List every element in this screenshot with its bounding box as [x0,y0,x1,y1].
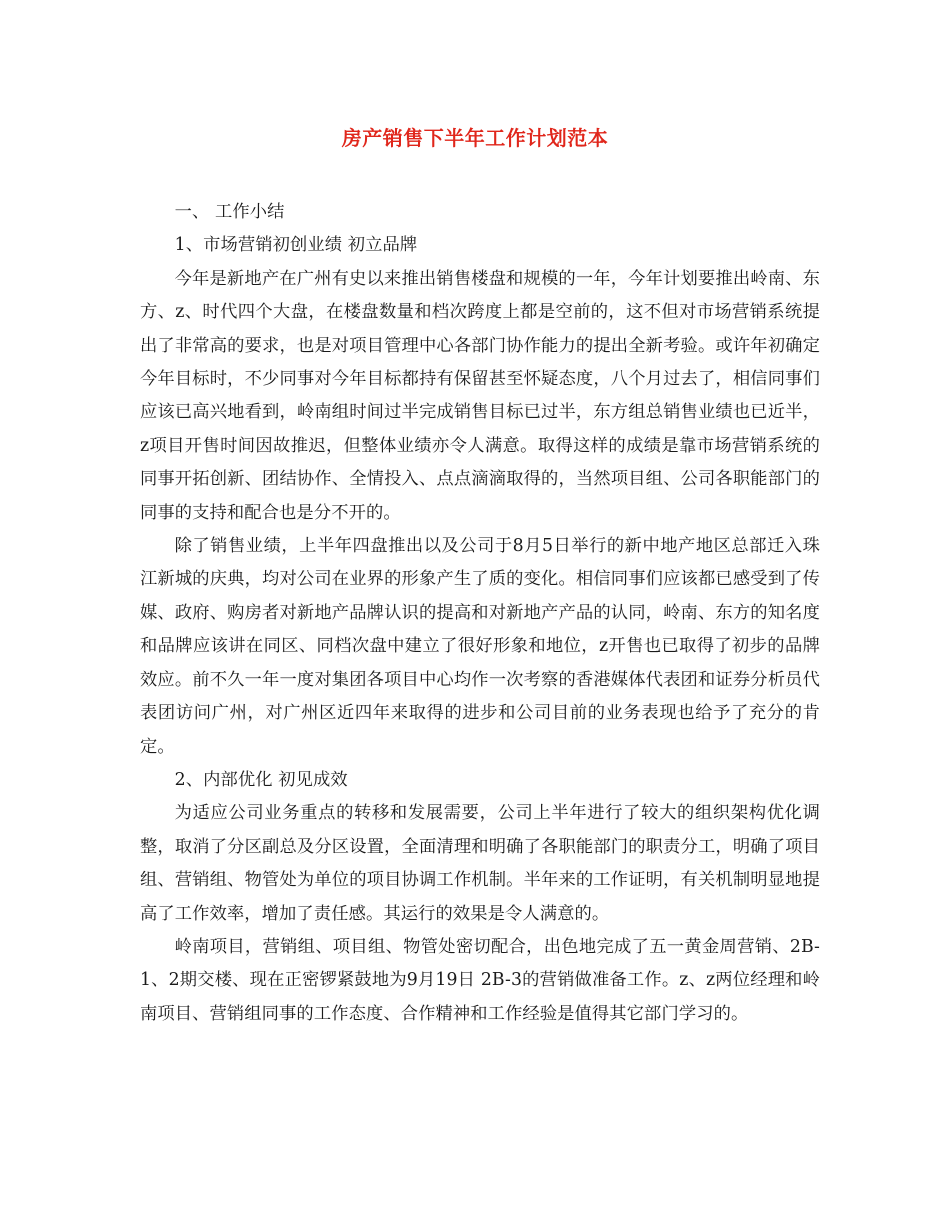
body-paragraph: 为适应公司业务重点的转移和发展需要，公司上半年进行了较大的组织架构优化调整，取消了分区副总及分区设置，全面清理和明确了各职能部门的职责分工，明确了项目组、营销组、物管处为单位的项目协调工作机制。半年来的工作证明，有关机制明显地提高了工作效率，增加了责任感。其运行的效果是令人满意的。 [140,803,820,924]
subsection-heading: 1、市场营销初创业绩 初立品牌 [174,235,418,256]
document-title: 房产销售下半年工作计划范本 [341,126,609,150]
section-heading: 一、 工作小结 [174,202,285,222]
document-body [140,196,820,1031]
subsection-heading: 2、内部优化 初见成效 [174,769,348,790]
body-paragraph: 除了销售业绩，上半年四盘推出以及公司于8月5日举行的新中地产地区总部迁入珠江新城的庆典，均对公司在业界的形象产生了质的变化。相信同事们应该都已感受到了传媒、政府、购房者对新地产品牌认识的提高和对新地产产品的认同，岭南、东方的知名度和品牌应该讲在同区、同档次盘中建立了很好形象和地位，z开售也已取得了初步的品牌效应。前不久一年一度对集团各项目中心均作一次考察的香港媒体代表团和证券分析员代表团访问广州，对广州区近四年来取得的进步和公司目前的业务表现也给予了充分的肯定。 [140,536,820,757]
body-paragraph: 今年是新地产在广州有史以来推出销售楼盘和规模的一年，今年计划要推出岭南、东方、z、时代四个大盘，在楼盘数量和档次跨度上都是空前的，这不但对市场营销系统提出了非常高的要求，也是对项目管理中心各部门协作能力的提出全新考验。或许年初确定今年目标时，不少同事对今年目标都持有保留甚至怀疑态度，八个月过去了，相信同事们应该已高兴地看到，岭南组时间过半完成销售目标已过半，东方组总销售业绩也已近半，z项目开售时间因故推迟，但整体业绩亦令人满意。取得这样的成绩是靠市场营销系统的同事开拓创新、团结协作、全情投入、点点滴滴取得的，当然项目组、公司各职能部门的同事的支持和配合也是分不开的。 [140,268,820,523]
body-paragraph: 岭南项目，营销组、项目组、物管处密切配合，出色地完成了五一黄金周营销、2B-1、2期交楼、现在正密锣紧鼓地为9月19日 2B-3的营销做准备工作。z、z两位经理和岭南项目、营销组同事的工作态度、合作精神和工作经验是值得其它部门学习的。 [140,936,820,1024]
